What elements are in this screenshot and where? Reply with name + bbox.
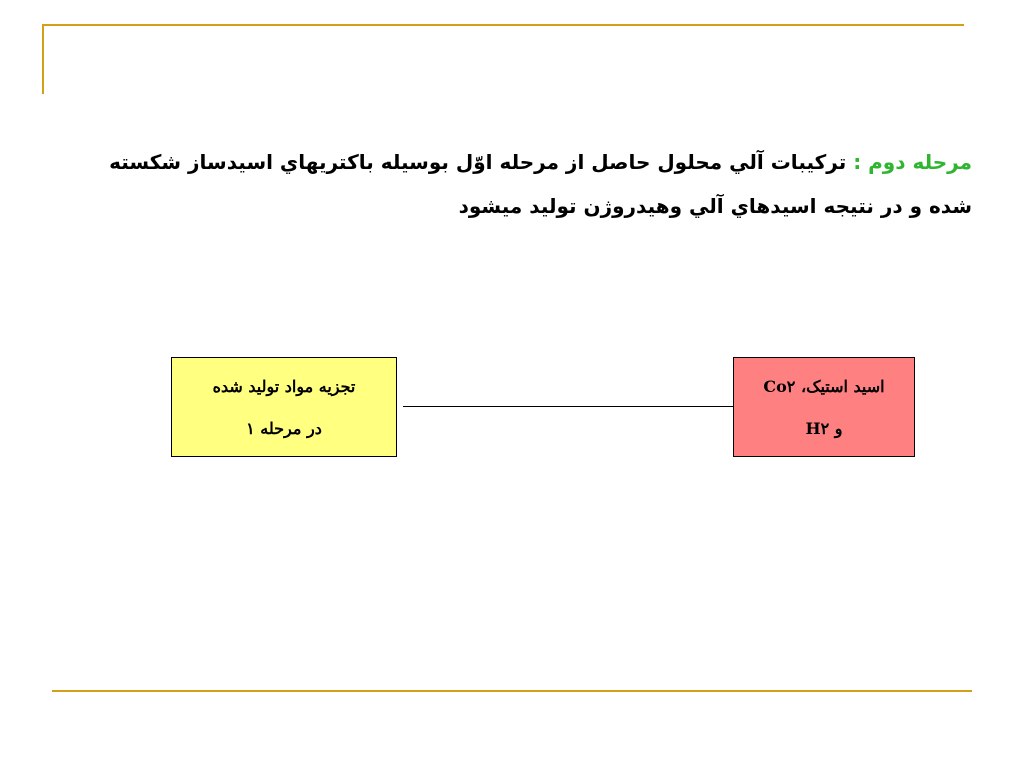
decomposition-box — [171, 357, 397, 457]
decomposition-box-line-2: در مرحله ۱ — [246, 419, 322, 438]
left-border-line — [42, 24, 44, 94]
products-box-line-1: اسيد استيک، Co۲ — [763, 377, 885, 396]
products-box-line-2: و H۲ — [805, 419, 843, 438]
description-paragraph — [60, 140, 972, 228]
decomposition-box-line-1: تجزيه مواد توليد شده — [212, 377, 356, 396]
stage-label: مرحله دوم : — [853, 150, 972, 174]
paragraph-line-2: شده و در نتيجه اسيدهاي آلي وهيدروژن توليد ميشود — [458, 194, 972, 218]
products-box — [733, 357, 915, 457]
top-border-line — [42, 24, 964, 26]
bottom-border-line — [52, 690, 972, 692]
connector-line — [403, 406, 733, 407]
paragraph-line-1: تركيبات آلي محلول حاصل از مرحله اوّل بوسيله باكتريهاي اسيدساز شكسته — [109, 150, 854, 174]
